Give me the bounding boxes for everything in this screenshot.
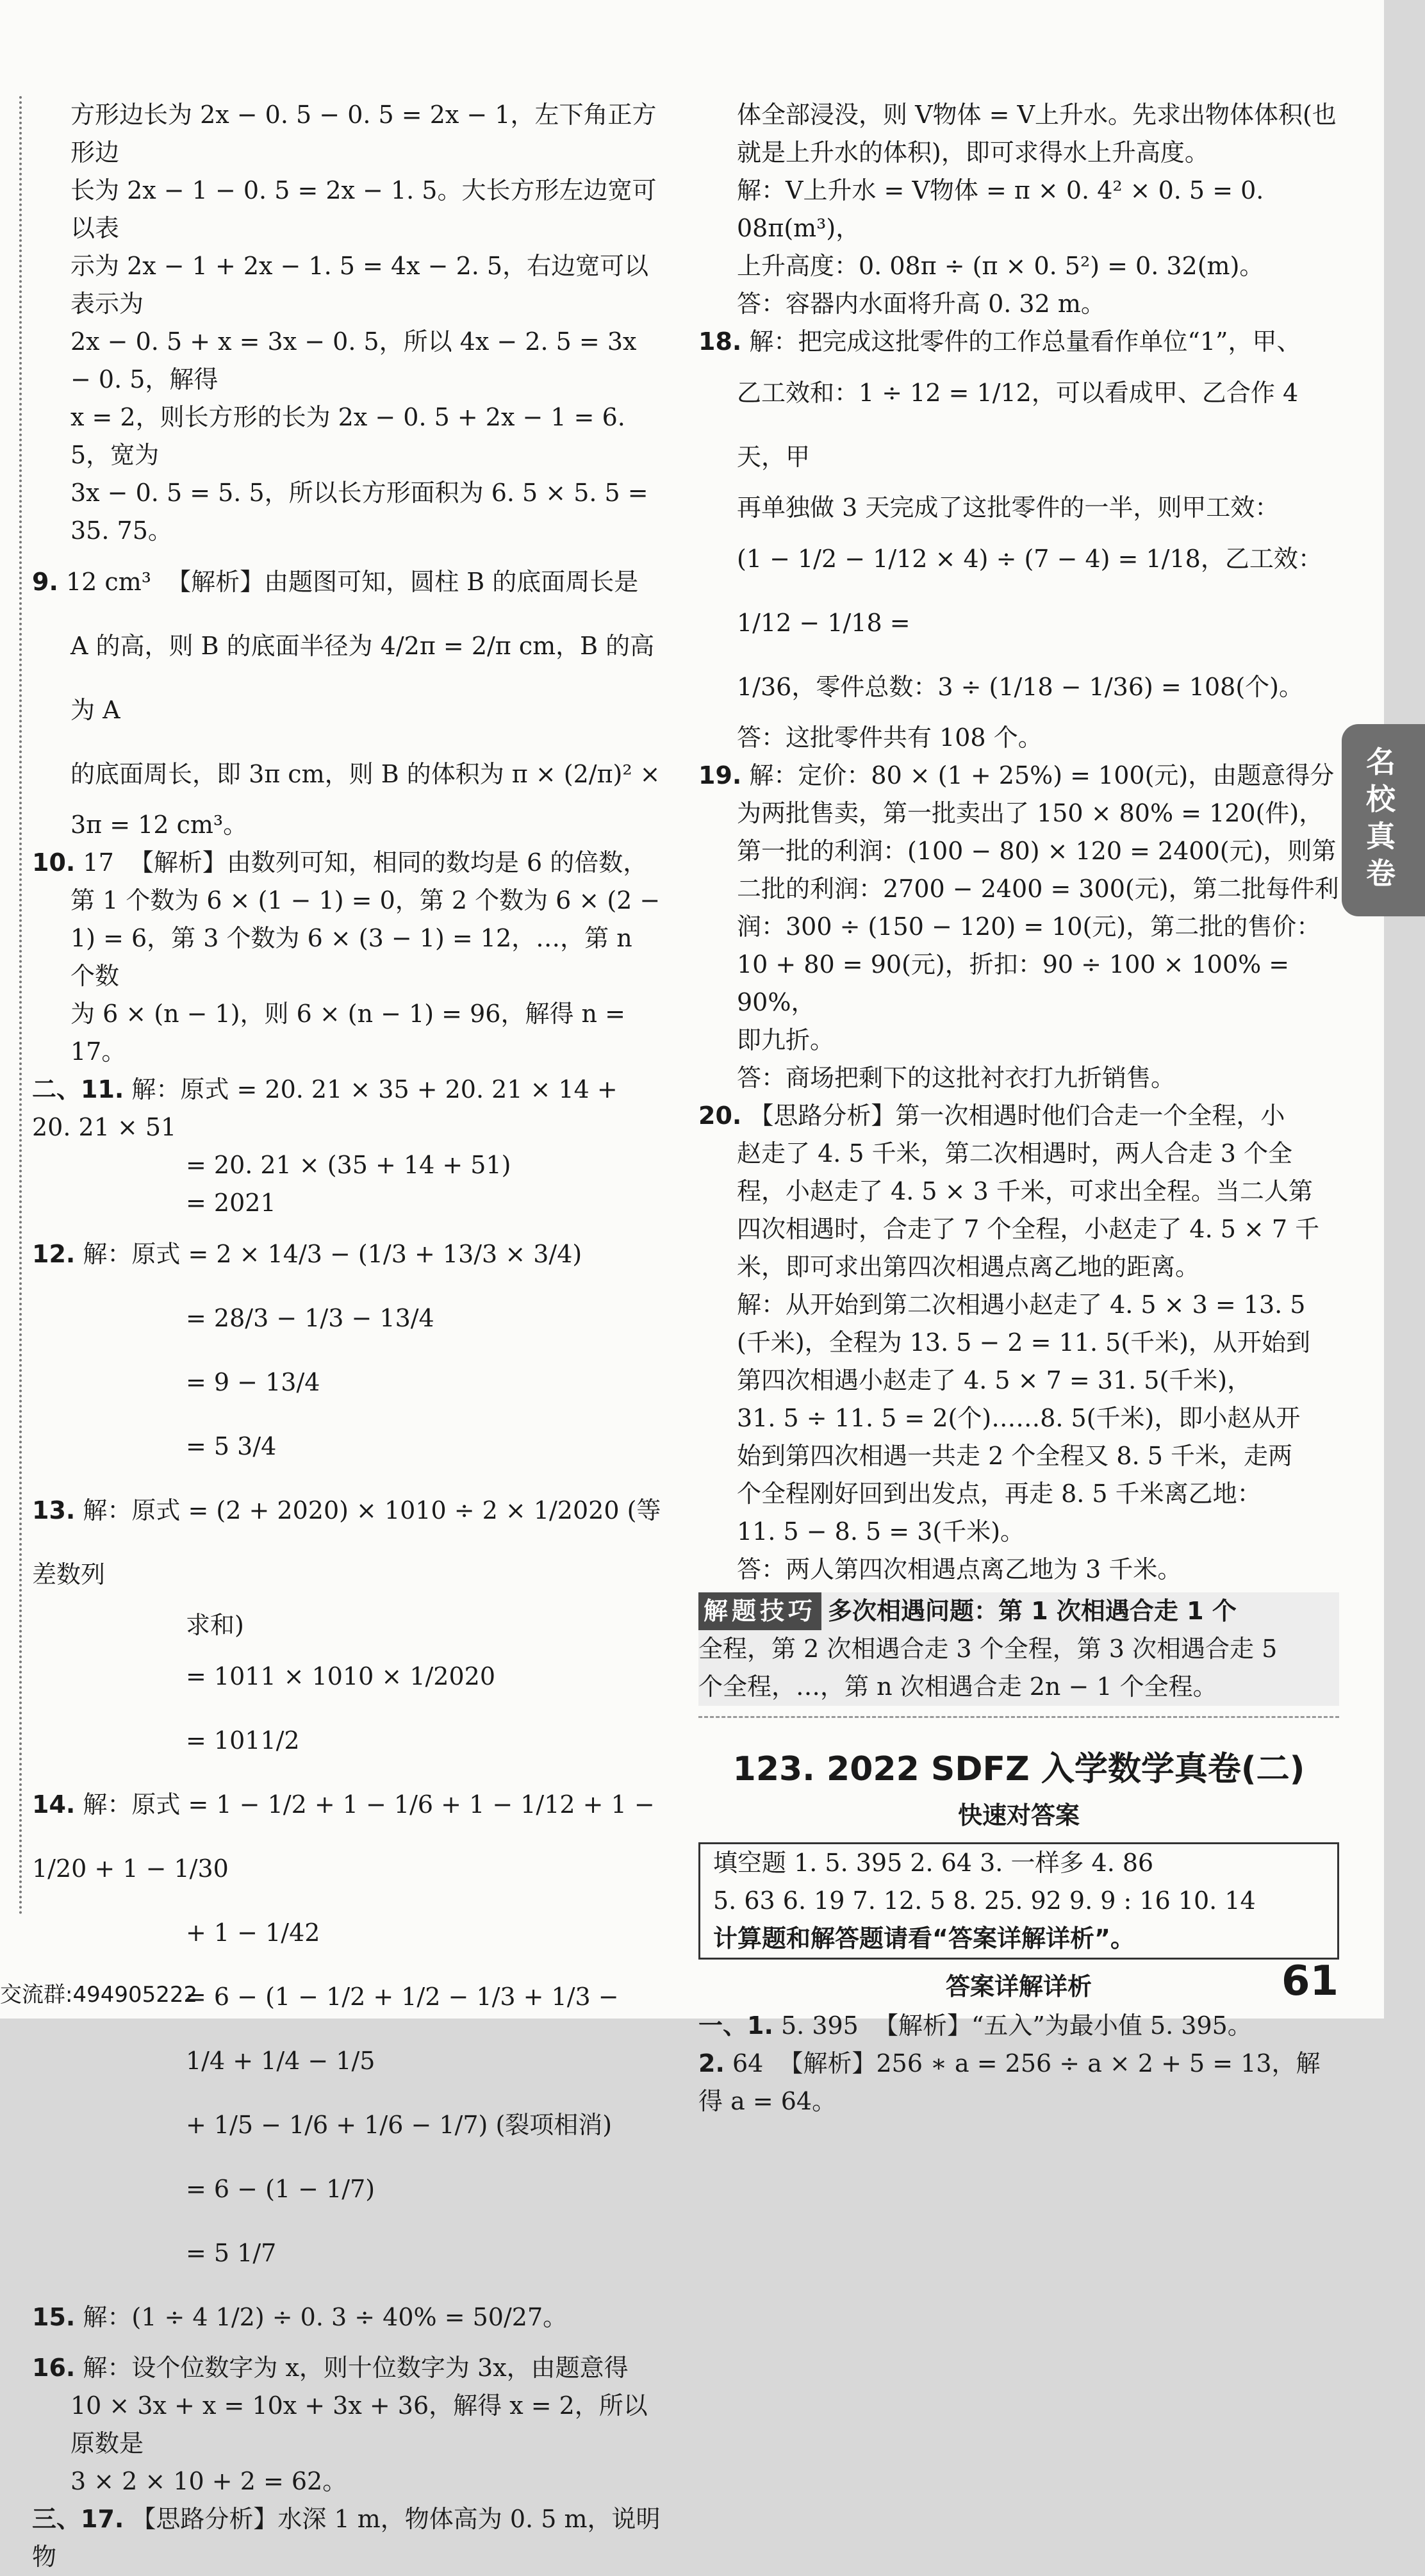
answer-text: 10 + 80 = 90(元)，折扣：90 ÷ 100 × 100% = 90%， <box>737 950 1297 1016</box>
left-column-line <box>32 742 663 806</box>
answer-text: 解：原式 = 20. 21 × 35 + 20. 21 × 14 + 20. 21 × 51 <box>32 1075 625 1141</box>
answer-text: 第四次相遇小赵走了 4. 5 × 7 = 31. 5(千米)， <box>737 1366 1252 1394</box>
left-column-line <box>32 474 663 550</box>
answer-text: 11. 5 − 8. 5 = 3(千米)。 <box>737 1517 1025 1546</box>
answer-text: 解：把完成这批零件的工作总量看作单位“1”，甲、 <box>749 327 1301 356</box>
answer-text: 始到第四次相遇一共走 2 个全程又 8. 5 千米，走两 <box>737 1442 1293 1470</box>
right-column-line <box>698 719 1339 757</box>
right-column-line <box>698 795 1339 832</box>
answer-text: 程，小赵走了 4. 5 × 3 千米，可求出全程。当二人第 <box>737 1177 1313 1205</box>
answer-text: 赵走了 4. 5 千米，第二次相遇时，两人合走 3 个全 <box>737 1139 1293 1168</box>
answer-text: + 1 − 1/42 <box>186 1919 320 1947</box>
answer-text: 答：容器内水面将升高 0. 32 m。 <box>737 290 1105 318</box>
right-column-line <box>698 1059 1339 1097</box>
answer-text: 答：这批零件共有 108 个。 <box>737 723 1042 752</box>
left-column-line <box>32 2093 663 2157</box>
right-column-line <box>698 134 1339 172</box>
question-number: 14. <box>32 1790 76 1819</box>
answer-text: (1 − 1/2 − 1/12 × 4) ÷ (7 − 4) = 1/18，乙工效：1/12 − 1/18 = <box>737 545 1322 637</box>
answer-text: = 5 3/4 <box>186 1432 277 1460</box>
exam-title: 123. 2022 SDFZ 入学数学真卷(二) <box>732 1750 1305 1788</box>
answer-text: 解：(1 ÷ 4 1/2) ÷ 0. 3 ÷ 40% = 50/27。 <box>83 2303 568 2331</box>
answer-text: 2x − 0. 5 + x = 3x − 0. 5，所以 4x − 2. 5 = 3x − 0. 5，解得 <box>70 327 645 393</box>
answer-text: x = 2，则长方形的长为 2x − 0. 5 + 2x − 1 = 6. 5，宽为 <box>70 403 633 469</box>
right-column-line <box>698 1286 1339 1324</box>
left-column-line <box>32 882 663 920</box>
left-column-line <box>32 806 663 844</box>
quick-answer-heading: 快速对答案 <box>957 1801 1080 1829</box>
detail-text: 64 【解析】256 ∗ a = 256 ÷ a × 2 + 5 = 13，解得 a = 64。 <box>698 2049 1321 2115</box>
answer-text: = 20. 21 × (35 + 14 + 51) <box>186 1151 511 1179</box>
right-column-line <box>698 1135 1339 1173</box>
left-column-line <box>32 1350 663 1414</box>
right-column-line <box>698 172 1339 247</box>
answer-text: 解：原式 = (2 + 2020) × 1010 ÷ 2 × 1/2020 (等差数列 <box>32 1496 661 1589</box>
answer-text: 第 1 个数为 6 × (1 − 1) = 0，第 2 个数为 6 × (2 − <box>70 886 661 914</box>
left-column-line <box>32 2349 663 2387</box>
answer-text: 解：从开始到第二次相遇小赵走了 4. 5 × 3 = 13. 5 <box>737 1291 1306 1319</box>
answer-text: 31. 5 ÷ 11. 5 = 2(个)……8. 5(千米)，即小赵从开 <box>737 1404 1301 1432</box>
right-column-line <box>698 1362 1339 1399</box>
question-number: 三、17. <box>32 2505 124 2533</box>
question-number: 9. <box>32 568 58 596</box>
right-column-line <box>698 1021 1339 1059</box>
right-column <box>698 96 1339 2120</box>
answer-text: 二批的利润：2700 − 2400 = 300(元)，第二批每件利 <box>737 875 1339 903</box>
section-separator <box>698 1716 1339 1733</box>
left-column-line <box>32 2463 663 2500</box>
right-column-line <box>698 1399 1339 1437</box>
quick-answer-row-1: 填空题 1. 5. 395 2. 64 3. 一样多 4. 86 <box>713 1849 1154 1877</box>
right-column-line <box>698 247 1339 285</box>
quick-answer-box <box>698 1842 1339 1960</box>
answer-text: 10 × 3x + x = 10x + 3x + 36，解得 x = 2，所以原数是 <box>70 2391 648 2457</box>
answer-text: = 28/3 − 1/3 − 13/4 <box>186 1304 434 1332</box>
answer-text: 解：V上升水 = V物体 = π × 0. 4² × 0. 5 = 0. 08π(m³)， <box>737 176 1272 242</box>
right-column-line <box>698 1173 1339 1210</box>
answer-text: 【思路分析】第一次相遇时他们合走一个全程，小 <box>749 1102 1285 1130</box>
question-number: 二、11. <box>32 1075 124 1103</box>
answer-text: = 5 1/7 <box>186 2239 277 2267</box>
answer-text: 就是上升水的体积)，即可求得水上升高度。 <box>737 138 1209 167</box>
answer-text: 求和) <box>186 1611 244 1639</box>
answer-text: 四次相遇时，合走了 7 个全程，小赵走了 4. 5 × 7 千 <box>737 1215 1320 1243</box>
left-column-line <box>32 1071 663 1146</box>
right-column-line <box>698 946 1339 1021</box>
left-column-line <box>32 2387 663 2463</box>
right-column-line <box>698 655 1339 719</box>
answer-text: 3π = 12 cm³。 <box>70 811 248 839</box>
answer-text: A 的高，则 B 的底面半径为 4/2π = 2/π cm，B 的高为 A <box>70 632 655 724</box>
left-column-line <box>32 614 663 742</box>
right-column-line <box>698 870 1339 908</box>
answer-text: 润：300 ÷ (150 − 120) = 10(元)，第二批的售价： <box>737 912 1321 941</box>
answer-text: = 2021 <box>186 1189 276 1217</box>
left-column-line <box>32 1184 663 1222</box>
answer-text: = 1011/2 <box>186 1726 300 1754</box>
answer-text: 方形边长为 2x − 0. 5 − 0. 5 = 2x − 1，左下角正方形边 <box>70 101 657 167</box>
quick-answer-note: 计算题和解答题请看“答案详解详析”。 <box>713 1924 1135 1953</box>
page-number: 61 <box>1281 1958 1339 2005</box>
right-column-line <box>698 1437 1339 1475</box>
answer-text: 米，即可求出第四次相遇点离乙地的距离。 <box>737 1253 1200 1281</box>
left-column-line <box>32 844 663 882</box>
left-margin-dotted-line <box>19 96 22 1916</box>
detail-line-1 <box>698 2007 1339 2045</box>
left-column-line <box>32 1772 663 1901</box>
answer-text: 答：商场把剩下的这批衬衣打九折销售。 <box>737 1064 1176 1092</box>
left-column-line <box>32 1708 663 1772</box>
footer-group-number: 交流群:494905222 <box>0 1982 198 2008</box>
left-column-line <box>32 1222 663 1286</box>
question-number: 20. <box>698 1102 742 1130</box>
answer-text: 体全部浸没，则 V物体 = V上升水。先求出物体体积(也 <box>737 101 1337 129</box>
left-column-line <box>32 96 663 172</box>
question-number: 18. <box>698 327 742 356</box>
answer-text: 解：设个位数字为 x，则十位数字为 3x，由题意得 <box>83 2354 629 2382</box>
question-number: 10. <box>32 848 76 877</box>
tip-line-3: 个全程，…，第 n 次相遇合走 2n − 1 个全程。 <box>698 1672 1217 1701</box>
right-column-answers <box>698 96 1339 1589</box>
right-column-line <box>698 1551 1339 1589</box>
answer-text: 12 cm³ 【解析】由题图可知，圆柱 B 的底面周长是 <box>65 568 639 596</box>
answer-text: 为两批售卖，第一批卖出了 150 × 80% = 120(件)， <box>737 799 1324 827</box>
answer-text: = 9 − 13/4 <box>186 1368 320 1396</box>
right-column-line <box>698 489 1339 527</box>
left-column-line <box>32 2500 663 2576</box>
question-number: 12. <box>32 1240 76 1268</box>
left-column-line <box>32 247 663 323</box>
right-column-line <box>698 832 1339 870</box>
answer-text: 上升高度：0. 08π ÷ (π × 0. 5²) = 0. 32(m)。 <box>737 252 1264 280</box>
tip-badge: 解题技巧 <box>698 1592 821 1630</box>
answer-text: 的底面周长，即 3π cm，则 B 的体积为 π × (2/π)² × <box>70 760 661 788</box>
answer-text: = 6 − (1 − 1/2 + 1/2 − 1/3 + 1/3 − 1/4 + 1/4 − 1/5 <box>186 1983 627 2075</box>
answer-text: 个全程刚好回到出发点，再走 8. 5 千米离乙地： <box>737 1480 1262 1508</box>
right-column-line <box>698 1513 1339 1551</box>
right-column-line <box>698 285 1339 323</box>
answer-text: 第一批的利润：(100 − 80) × 120 = 2400(元)，则第 <box>737 837 1337 865</box>
right-column-line <box>698 361 1339 489</box>
answer-text: 乙工效和：1 ÷ 12 = 1/12，可以看成甲、乙合作 4 天，甲 <box>737 379 1306 471</box>
answer-text: 解：定价：80 × (1 + 25%) = 100(元)，由题意得分 <box>749 761 1335 789</box>
right-column-line <box>698 323 1339 361</box>
right-column-line <box>698 527 1339 655</box>
answer-text: 17 【解析】由数列可知，相同的数均是 6 的倍数， <box>83 848 648 877</box>
answer-text: 1/36，零件总数：3 ÷ (1/18 − 1/36) = 108(个)。 <box>737 673 1304 701</box>
detail-text: 5. 395 【解析】“五入”为最小值 5. 395。 <box>780 2011 1252 2040</box>
left-column-line <box>32 1478 663 1606</box>
left-column-line <box>32 1414 663 1478</box>
answer-text: 解：原式 = 2 × 14/3 − (1/3 + 13/3 × 3/4) <box>83 1240 582 1268</box>
answer-text: 3x − 0. 5 = 5. 5，所以长方形面积为 6. 5 × 5. 5 = 35. 75。 <box>70 479 656 545</box>
left-column-line <box>32 2285 663 2349</box>
left-column-line <box>32 399 663 474</box>
question-number: 19. <box>698 761 742 789</box>
left-column-line <box>32 550 663 614</box>
detail-number: 2. <box>698 2049 725 2077</box>
answer-text: 为 6 × (n − 1)，则 6 × (n − 1) = 96，解得 n = 17。 <box>70 1000 634 1066</box>
right-column-line <box>698 1248 1339 1286</box>
answer-text: 答：两人第四次相遇点离乙地为 3 千米。 <box>737 1555 1182 1583</box>
right-column-line <box>698 96 1339 134</box>
right-column-line <box>698 757 1339 795</box>
answer-text: 解：原式 = 1 − 1/2 + 1 − 1/6 + 1 − 1/12 + 1 − 1/20 + 1 − 1/30 <box>32 1790 663 1883</box>
right-column-line <box>698 1475 1339 1513</box>
tip-line-2: 全程，第 2 次相遇合走 3 个全程，第 3 次相遇合走 5 <box>698 1635 1278 1663</box>
left-column-line <box>32 323 663 399</box>
left-column-line <box>32 1901 663 1965</box>
left-column-line <box>32 2157 663 2221</box>
left-column-line <box>32 1286 663 1350</box>
left-column-line <box>32 1644 663 1708</box>
side-tab-label: 名校真卷 <box>1366 745 1396 891</box>
question-number: 13. <box>32 1496 76 1524</box>
detail-heading: 答案详解详析 <box>945 1972 1092 2001</box>
right-column-line <box>698 1097 1339 1135</box>
answer-text: (千米)，全程为 13. 5 − 2 = 11. 5(千米)，从开始到 <box>737 1328 1310 1357</box>
tip-line-1: 多次相遇问题：第 1 次相遇合走 1 个 <box>828 1597 1237 1625</box>
question-number: 16. <box>32 2354 76 2382</box>
answer-text: + 1/5 − 1/6 + 1/6 − 1/7) (裂项相消) <box>186 2111 613 2139</box>
left-column-line <box>32 995 663 1071</box>
answer-text: 【思路分析】水深 1 m，物体高为 0. 5 m，说明物 <box>32 2505 661 2571</box>
right-column-line <box>698 908 1339 946</box>
answer-text: 长为 2x − 1 − 0. 5 = 2x − 1. 5。大长方形左边宽可以表 <box>70 176 657 242</box>
answer-text: 1) = 6，第 3 个数为 6 × (3 − 1) = 12，…，第 n 个数 <box>70 924 640 990</box>
answer-text: 再单独做 3 天完成了这批零件的一半，则甲工效： <box>737 493 1280 522</box>
answer-text: = 6 − (1 − 1/7) <box>186 2175 375 2203</box>
detail-number: 一、1. <box>698 2011 773 2040</box>
problem-solving-tip <box>698 1592 1339 1706</box>
left-column-line <box>32 1146 663 1184</box>
answer-text: 示为 2x − 1 + 2x − 1. 5 = 4x − 2. 5，右边宽可以表示为 <box>70 252 649 318</box>
question-number: 15. <box>32 2303 76 2331</box>
answer-text: 即九折。 <box>737 1026 835 1054</box>
answer-text: = 1011 × 1010 × 1/2020 <box>186 1662 496 1690</box>
left-column-line <box>32 172 663 247</box>
left-column-line <box>32 920 663 995</box>
left-column-line <box>32 2221 663 2285</box>
left-column <box>32 96 663 2576</box>
quick-answer-row-2: 5. 63 6. 19 7. 12. 5 8. 25. 92 9. 9 : 16 10. 14 <box>713 1887 1256 1915</box>
answer-text: 3 × 2 × 10 + 2 = 62。 <box>70 2467 347 2495</box>
left-column-line <box>32 1606 663 1644</box>
detail-line-2 <box>698 2045 1339 2120</box>
right-column-line <box>698 1324 1339 1362</box>
right-column-line <box>698 1210 1339 1248</box>
